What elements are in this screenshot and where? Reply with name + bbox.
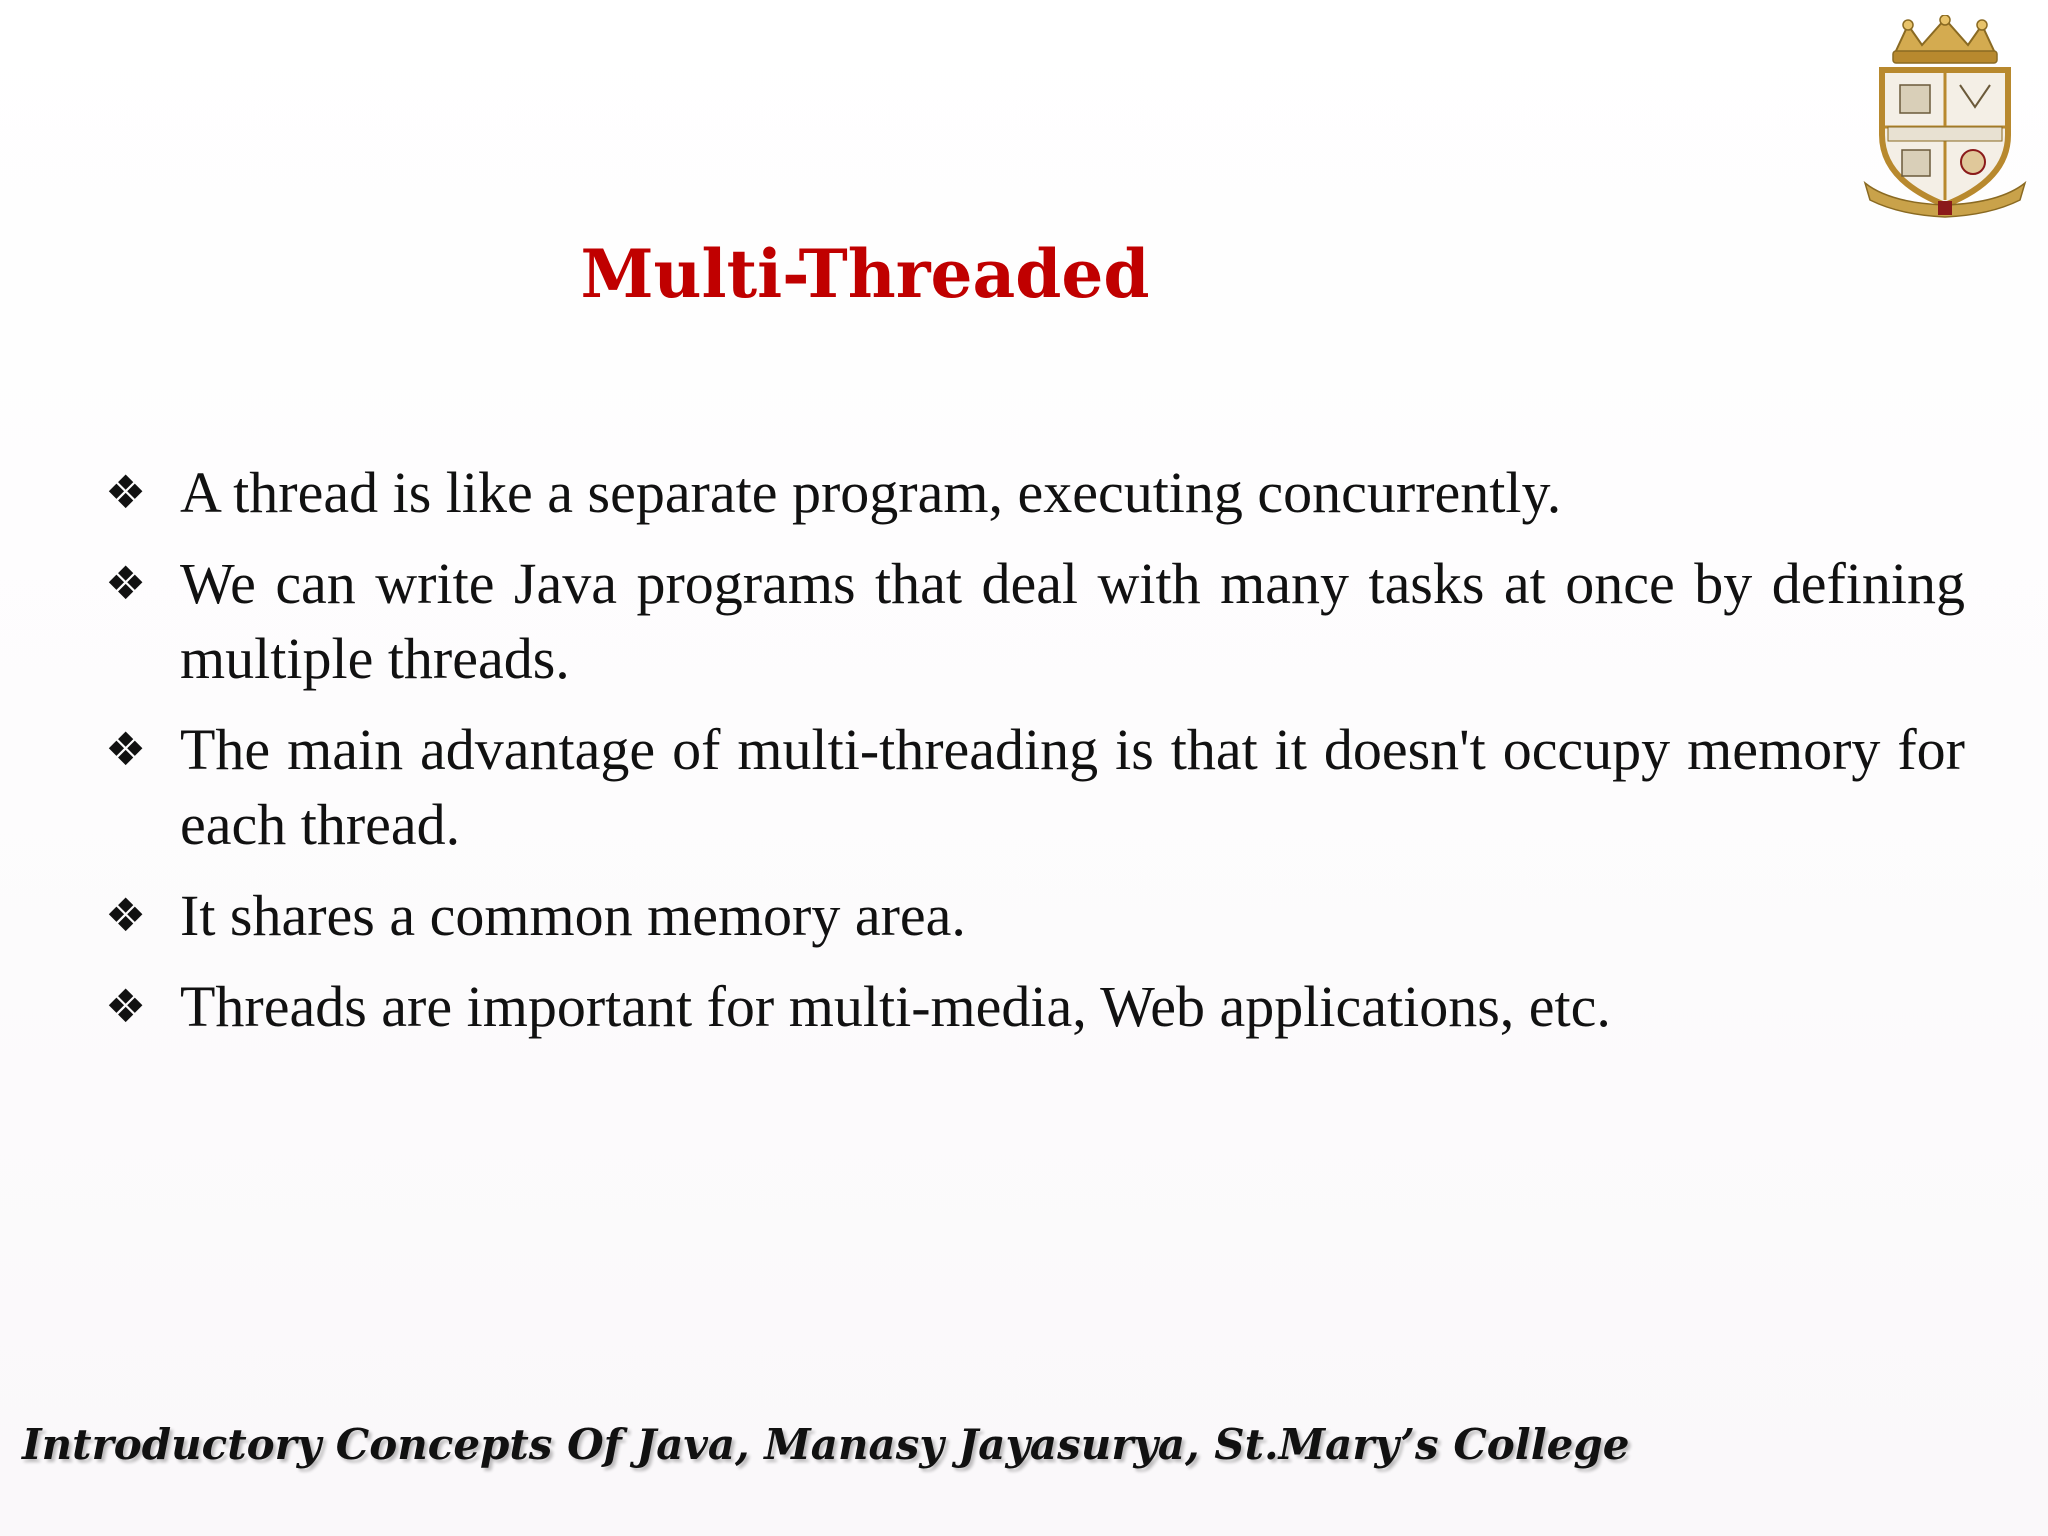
diamond-bullet-icon: ❖ xyxy=(105,465,147,519)
college-crest-icon xyxy=(1860,15,2030,220)
bullet-text: Threads are important for multi-media, Web applications, etc. xyxy=(180,974,1611,1039)
bullet-item xyxy=(105,878,1965,953)
bullet-item xyxy=(105,546,1965,696)
diamond-bullet-icon: ❖ xyxy=(105,979,147,1033)
diamond-bullet-icon: ❖ xyxy=(105,888,147,942)
bullet-text: It shares a common memory area. xyxy=(180,883,966,948)
slide-title: Multi-Threaded xyxy=(580,235,1150,313)
bullet-text: A thread is like a separate program, executing concurrently. xyxy=(180,460,1562,525)
bullet-item xyxy=(105,712,1965,862)
diamond-bullet-icon: ❖ xyxy=(105,722,147,776)
diamond-bullet-icon: ❖ xyxy=(105,556,147,610)
bullet-text: We can write Java programs that deal with many tasks at once by defining multiple threads. xyxy=(180,551,1965,691)
bullet-text: The main advantage of multi-threading is that it doesn't occupy memory for each thread. xyxy=(180,717,1965,857)
bullet-item xyxy=(105,969,1965,1044)
bullet-list xyxy=(105,455,1965,1060)
slide-footer: Introductory Concepts Of Java, Manasy Jayasurya, St.Mary’s College xyxy=(22,1420,1630,1469)
bullet-item xyxy=(105,455,1965,530)
